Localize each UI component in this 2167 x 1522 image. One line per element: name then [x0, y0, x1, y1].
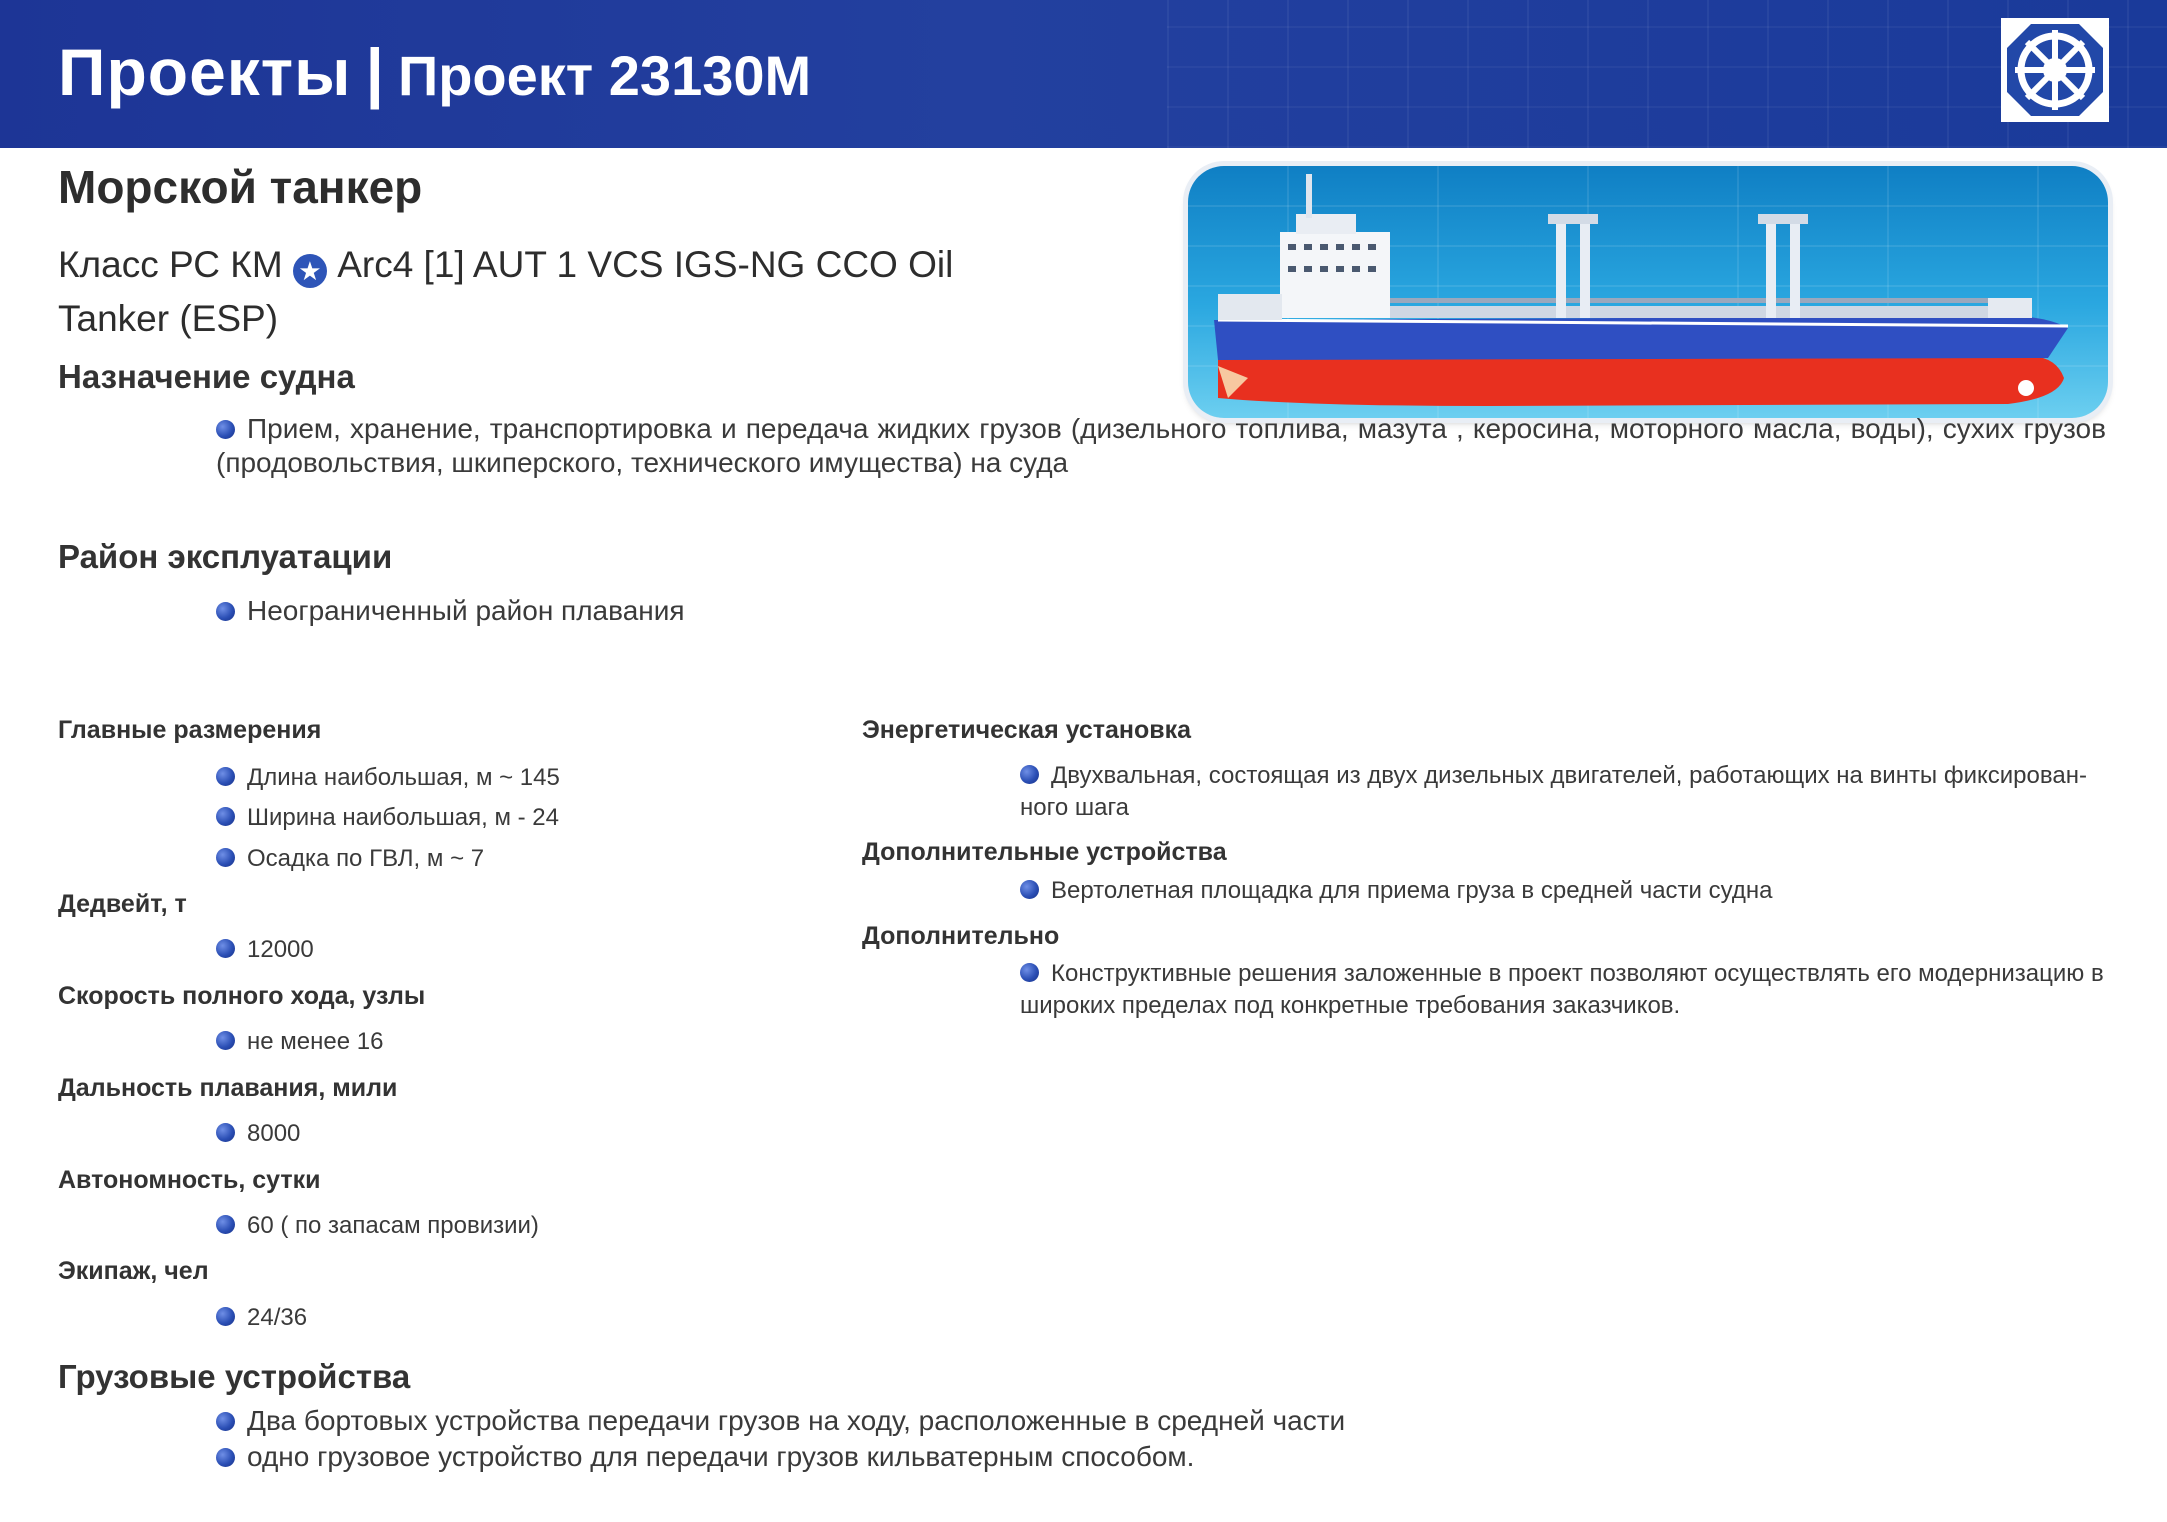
- spec-width: Ширина наибольшая, м - 24: [247, 804, 559, 831]
- spec-autonomy-heading: Автономность, сутки: [58, 1166, 321, 1194]
- cargo-item-2: одно грузовое устройство для передачи грузов кильватерным способом.: [247, 1441, 1195, 1472]
- purpose-heading: Назначение судна: [58, 358, 355, 395]
- cargo-item: [216, 1404, 1345, 1438]
- area-text: [216, 594, 685, 628]
- bullet-dot-icon: [216, 1031, 235, 1050]
- spec-extra-devices-body: Вертолетная площадка для приема груза в средней части судна: [1051, 877, 1773, 904]
- spec-crew-heading: Экипаж, чел: [58, 1257, 209, 1285]
- spec-item: [216, 762, 560, 794]
- spec-extra-devices-text: [1020, 875, 2110, 907]
- bullet-dot-icon: [216, 939, 235, 958]
- spec-item: [216, 934, 314, 966]
- spec-power-text: [1020, 760, 2110, 824]
- spec-item: [216, 1118, 300, 1150]
- bullet-dot-icon: [1020, 765, 1039, 784]
- spec-dimensions-heading: Главные размерения: [58, 716, 322, 744]
- bullet-dot-icon: [216, 602, 235, 621]
- cargo-heading: Грузовые устройства: [58, 1358, 411, 1395]
- bullet-dot-icon: [216, 1448, 235, 1467]
- spec-item: [216, 1026, 383, 1058]
- spec-crew: 24/36: [247, 1304, 308, 1331]
- class-suffix: Arc4 [1] AUT 1 VCS IGS-NG CCO Oil Tanker (ESP): [58, 244, 954, 339]
- spec-additional-heading: Дополнительно: [862, 922, 1060, 950]
- spec-speed: не менее 16: [247, 1028, 384, 1055]
- spec-deadweight-heading: Дедвейт, т: [58, 890, 187, 918]
- header-title: [58, 34, 811, 110]
- spec-extra-devices-heading: Дополнительные устройства: [862, 838, 1227, 866]
- spec-autonomy: 60 ( по запасам провизии): [247, 1212, 539, 1239]
- area-heading: Район эксплуатации: [58, 538, 393, 575]
- ship-illustration: [1188, 166, 2108, 418]
- header-banner: [0, 0, 2167, 148]
- bullet-dot-icon: [1020, 880, 1039, 899]
- spec-item: [216, 1210, 539, 1242]
- spec-length: Длина наибольшая, м ~ 145: [247, 764, 560, 791]
- bullet-dot-icon: [216, 807, 235, 826]
- bullet-dot-icon: [216, 1307, 235, 1326]
- spec-power-heading: Энергетическая установка: [862, 716, 1192, 744]
- class-prefix: Класс РС КМ: [58, 244, 283, 285]
- spec-power-body: Двухвальная, состоящая из двух дизельных двигателей, работающих на винты фиксирован-ного шага: [1020, 762, 2087, 821]
- bullet-dot-icon: [1020, 963, 1039, 982]
- spec-item: [216, 802, 559, 834]
- spec-additional-text: [1020, 958, 2110, 1022]
- project-title: Проект 23130М: [397, 44, 812, 107]
- tanker-drawing: [1188, 166, 2108, 418]
- vessel-class: [58, 238, 1068, 346]
- spec-range-heading: Дальность плавания, мили: [58, 1074, 398, 1102]
- bullet-dot-icon: [216, 767, 235, 786]
- spec-range: 8000: [247, 1120, 301, 1147]
- purpose-text-body: Прием, хранение, транспортировка и передача жидких грузов (дизельного топлива, мазута , керосина, моторного масла, воды), сухих грузов (продовольствия, шкиперского, технического имущества) на суда: [216, 413, 2106, 478]
- company-logo-icon: [2001, 18, 2109, 122]
- title-separator: |: [365, 35, 384, 109]
- page-title: Морской танкер: [58, 161, 423, 213]
- spec-item: [216, 1302, 307, 1334]
- spec-deadweight: 12000: [247, 936, 314, 963]
- cargo-item-1: Два бортовых устройства передачи грузов на ходу, расположенные в средней части: [247, 1405, 1346, 1436]
- spec-draft: Осадка по ГВЛ, м ~ 7: [247, 845, 485, 872]
- spec-additional-body: Конструктивные решения заложенные в проект позволяют осуществлять его модернизацию в широких пределах под конкретные требования заказчиков.: [1020, 960, 2104, 1019]
- spec-item: [216, 843, 484, 875]
- bullet-dot-icon: [216, 420, 235, 439]
- cargo-item: [216, 1440, 1194, 1474]
- star-badge-icon: ★: [293, 254, 327, 288]
- bullet-dot-icon: [216, 1123, 235, 1142]
- spec-speed-heading: Скорость полного хода, узлы: [58, 982, 426, 1010]
- bullet-dot-icon: [216, 1412, 235, 1431]
- purpose-text: [216, 412, 2106, 480]
- section-title: Проекты: [58, 35, 352, 109]
- bullet-dot-icon: [216, 1215, 235, 1234]
- bullet-dot-icon: [216, 848, 235, 867]
- area-text-body: Неограниченный район плавания: [247, 595, 685, 626]
